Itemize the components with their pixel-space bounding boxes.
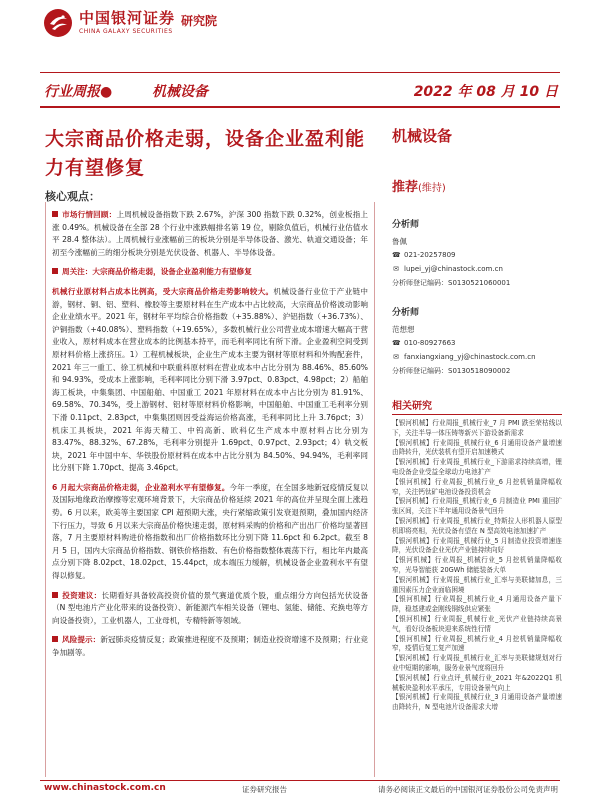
analyst-phone: [392, 337, 562, 349]
analyst-name: 范想想: [392, 325, 415, 334]
paragraph-lead: 风险提示：: [62, 635, 101, 645]
paragraph-lead: 机械行业原材料占成本比例高，受大宗商品价格走势影响较大。: [52, 286, 274, 296]
sidebar: [392, 125, 562, 713]
related-research-item[interactable]: 【银河机械】行业周报_机械行业_4 月通用设备产量下降，稳基建或金刚线铜线供应紧张: [392, 595, 562, 614]
bullet-icon: [52, 636, 58, 642]
analyst-name: 鲁佩: [392, 237, 407, 246]
related-research-item[interactable]: 【银河机械】行业周报_机械行业_汇率与美联储加息，三重因素压力企业面临困境: [392, 575, 562, 594]
paragraph-text: 新冠肺炎疫情反复；政策推进程度不及预期；制造业投资增速不及预期；行业竞争加剧等。: [52, 635, 369, 657]
paragraph-text: 上周机械设备指数下跌 2.67%，沪深 300 指数下跌 0.32%，创业板指上涨 0.49%。机械设备在全部 28 个行业中涨跌幅排名第 19 位，剔除负值后，机械行业估值水平 28.4 整体法）。上周机械行业涨幅前三的板块分别是半导体设备、激光、轨道交通设备；年初至今涨幅前三的细分板块分别是光伏设备、机器人、半导体设备。: [52, 210, 368, 257]
analyst-email: [392, 263, 562, 275]
footer-report-type: 证券研究报告: [242, 785, 287, 794]
rating-note: (维持): [418, 183, 446, 194]
market-review-paragraph: [52, 209, 368, 259]
core-view-label: 核心观点：: [45, 190, 100, 203]
bullet-icon: [52, 211, 58, 217]
phone-text: 021-20257809: [404, 251, 456, 259]
report-band: [0, 72, 600, 108]
report-date: 2022 年 08 月 10 日: [413, 84, 558, 100]
related-research-item[interactable]: 【银河机械】行业周报_机械行业_下游需求持续高增，锂电设备企业受益全球动力电池扩产: [392, 458, 562, 476]
footer-url[interactable]: www.chinastock.com.cn: [44, 783, 166, 793]
phone-icon: ☎: [392, 251, 401, 259]
bullet-icon: [52, 268, 58, 274]
related-research-item[interactable]: 【银河机械】行业周报_机械行业_4 月挖机销量降幅收窄，疫情后复工复产加速: [392, 634, 562, 653]
band-bottom-rule: [40, 106, 560, 108]
paragraph-text: 机械设备行业位于产业链中游，钢材、铜、铝、塑料、橡胶等主要原材料在生产成本中占比较高，大宗商品价格波动影响企业业绩水平。2021 年，钢材年平均综合价格指数（+35.88%）、沪铝指数（+36.73%）、沪铜指数（+40.08%）、塑料指数（+19.65%），多数机械行业公司营业成本增速大幅高于营业收入，原材料成本在营业成本的比例基本持平，而毛利率同比有所下滑。企业盈利空间受到原材料价格上涨挤压。1）工程机械板块，企业生产成本主要为钢材等原材料和外购配套件，2021 年三一重工、徐工机械和中联重科原材料在营业成本中占比分别为 88.46%、85.60%和 94.93%，受成本上涨影响，毛利率同比分别下滑 3.97pct、0.83pct、4.98pct；2）船舶海工板块，中集集团、中国船舶、中国重工 2021 年原材料在成本中占比分别为 81.91%、69.58%、70.34%，受上游钢材、铝材等原材料价格影响，中国船舶、中国重工毛利率分别下滑 0.11pct、2.83pct，中集集团则因受益海运价格高涨，毛利率同比上升 3.76pct；3）机床工具板块，2021 年海天精工、中钨高新、欧科亿生产成本中原材料占比分别为 83.47%、88.32%、67.28%，毛利率分别提升 1.69pct、0.97pct、2.93pct；4）轨交板块，2021 年中国中车、华铁股份原材料在成本中占比分别为 84.50%、94.94%，毛利率同比分别下降 1.70pct、提高 3.46pct。: [52, 286, 369, 473]
band-top-rule: [40, 72, 560, 73]
weekly-focus-paragraph: [52, 266, 368, 279]
footer-rule: [40, 780, 560, 781]
report-industry: 机械设备: [152, 84, 208, 100]
related-research-item[interactable]: 【银河机械】行业周报_机械行业_5 月制造业投资增速连降，光伏设备企业光伏产业链持续向好: [392, 536, 562, 555]
analyst-block-2: [392, 305, 562, 377]
paragraph-text: 长期看好具备较高投资价值的景气赛道优质个股，重点细分方向包括光伏设备（N 型电池片产业化带来的设备投资）、新能源汽车相关设备（锂电、氢能、储能、充换电等方向设备投资），工业机器人，工业母机，专精特新等领域。: [52, 590, 368, 625]
paragraph-lead: 投资建议：: [62, 590, 102, 600]
commodity-trend-paragraph: [52, 482, 368, 583]
email-text[interactable]: lupei_yj@chinastock.com.cn: [404, 265, 503, 273]
analyst-label: 分析师: [392, 220, 420, 230]
cost-structure-paragraph: [52, 286, 368, 475]
related-research-item[interactable]: 【银河机械】行业周报_机械行业_3 月通用设备产量增速由降转升，N 型电池片设备需求大增: [392, 693, 562, 712]
related-research-item[interactable]: 【银河机械】行业周报_机械行业_5 月挖机销量降幅收窄，光导智能获 20GWh 储能装备大单: [392, 556, 562, 574]
brand-logo: [43, 6, 217, 40]
risk-warning-paragraph: [52, 634, 368, 659]
related-research-title: 相关研究: [392, 397, 562, 415]
rating-value: 推荐: [392, 180, 419, 195]
email-icon: ✉: [393, 353, 399, 361]
brand-name-en: CHINA GALAXY SECURITIES: [79, 28, 173, 35]
related-research-item[interactable]: 【银河机械】行业周报_机械行业_特斯拉人形机器人原型机即将亮相，光伏设备有望在 N 型高效电池加速扩产: [392, 516, 562, 535]
phone-icon: ☎: [392, 339, 401, 347]
paragraph-text: 今年一季度，在全国多地新冠疫情反复以及国际地缘政治摩擦等宏观环境背景下，大宗商品价格延续 2021 年的高位并呈现全面上涨趋势。6 月以来，欧美等主要国家 CPI 超预期大涨，央行紧缩政策引发衰退预期，叠加国内经济下行压力，导致 6 月以来大宗商品价格快速走弱，原材料采购的价格和产出出厂价格均显著回落，7 月主要原材料购进价格指数和出厂价格指数环比分别下降 11.6pct 和 6.2pct。截至 8 月 5 日，国内大宗商品价格指数、钢铁价格指数、有色价格指数整体震荡下行，相比年内最高点分别下降 8.02pct、18.02pct、15.44pct，成本端压力缓解，机械设备企业盈利水平有望得以修复。: [52, 482, 368, 581]
paragraph-lead: 6 月起大宗商品价格走弱，企业盈利水平有望修复。: [52, 482, 230, 492]
related-research-item[interactable]: 【银河机械】行业周报_机械行业_光伏产业链持续高景气，看好设备板块迎来系统性行情: [392, 614, 562, 633]
investment-advice-paragraph: [52, 590, 368, 628]
related-research-list: [392, 419, 562, 713]
analyst-cert: 分析师登记编码：S0130518090002: [392, 367, 511, 375]
related-research-item[interactable]: 【银河机械】行业周报_机械行业_6 月通用设备产量增速由降转升，光伏装机有望开启加速模式: [392, 438, 562, 457]
related-research-item[interactable]: 【银河机械】行业周报_机械行业_6 月挖机销量降幅收窄，关注钙钛矿电池设备投资机会: [392, 477, 562, 496]
email-text[interactable]: fanxiangxiang_yj@chinastock.com.cn: [404, 353, 536, 361]
main-content: [45, 202, 375, 777]
bullet-icon: [52, 592, 58, 598]
phone-text: 010-80927663: [404, 339, 456, 347]
institute-label: 研究院: [181, 14, 218, 28]
related-research-item[interactable]: 【银河机械】行业周报_机械行业_7 月 PMI 跌至荣枯线以下，关注半导一体压铸等新兴下游设备新需求: [392, 419, 562, 437]
email-icon: ✉: [393, 265, 399, 273]
rating: [392, 176, 562, 195]
paragraph-lead: 市场行情回顾：: [62, 210, 117, 219]
analyst-phone: [392, 249, 562, 261]
footer-disclaimer: 请务必阅读正文最后的中国银河证券股份公司免责声明: [378, 785, 558, 794]
sector-name: 机械设备: [392, 127, 453, 145]
galaxy-logo-icon: [43, 8, 73, 38]
related-research-item[interactable]: 【银河机械】行业周报_机械行业_6 月制造业 PMI 重回扩张区间，关注下半年通用设备景气回升: [392, 497, 562, 516]
analyst-block-1: [392, 217, 562, 289]
related-research-item[interactable]: 【银河机械】行业周报_机械行业_汇率与美联储规划对行业中短期的影响，服务业景气度将回升: [392, 654, 562, 672]
analyst-label: 分析师: [392, 308, 420, 318]
analyst-cert: 分析师登记编码：S0130521060001: [392, 279, 511, 287]
report-title: 大宗商品价格走弱，设备企业盈利能力有望修复: [45, 128, 366, 179]
related-research-item[interactable]: 【银河机械】行业点评_机械行业_2021 年&2022Q1 机械板块盈利水平承压，专用设备景气向上: [392, 673, 562, 692]
analyst-email: [392, 351, 562, 363]
brand-name-cn: 中国银河证券: [79, 9, 176, 27]
paragraph-lead: 周关注：大宗商品价格走弱，设备企业盈利能力有望修复: [62, 267, 252, 277]
report-type: 行业周报●: [44, 84, 113, 100]
